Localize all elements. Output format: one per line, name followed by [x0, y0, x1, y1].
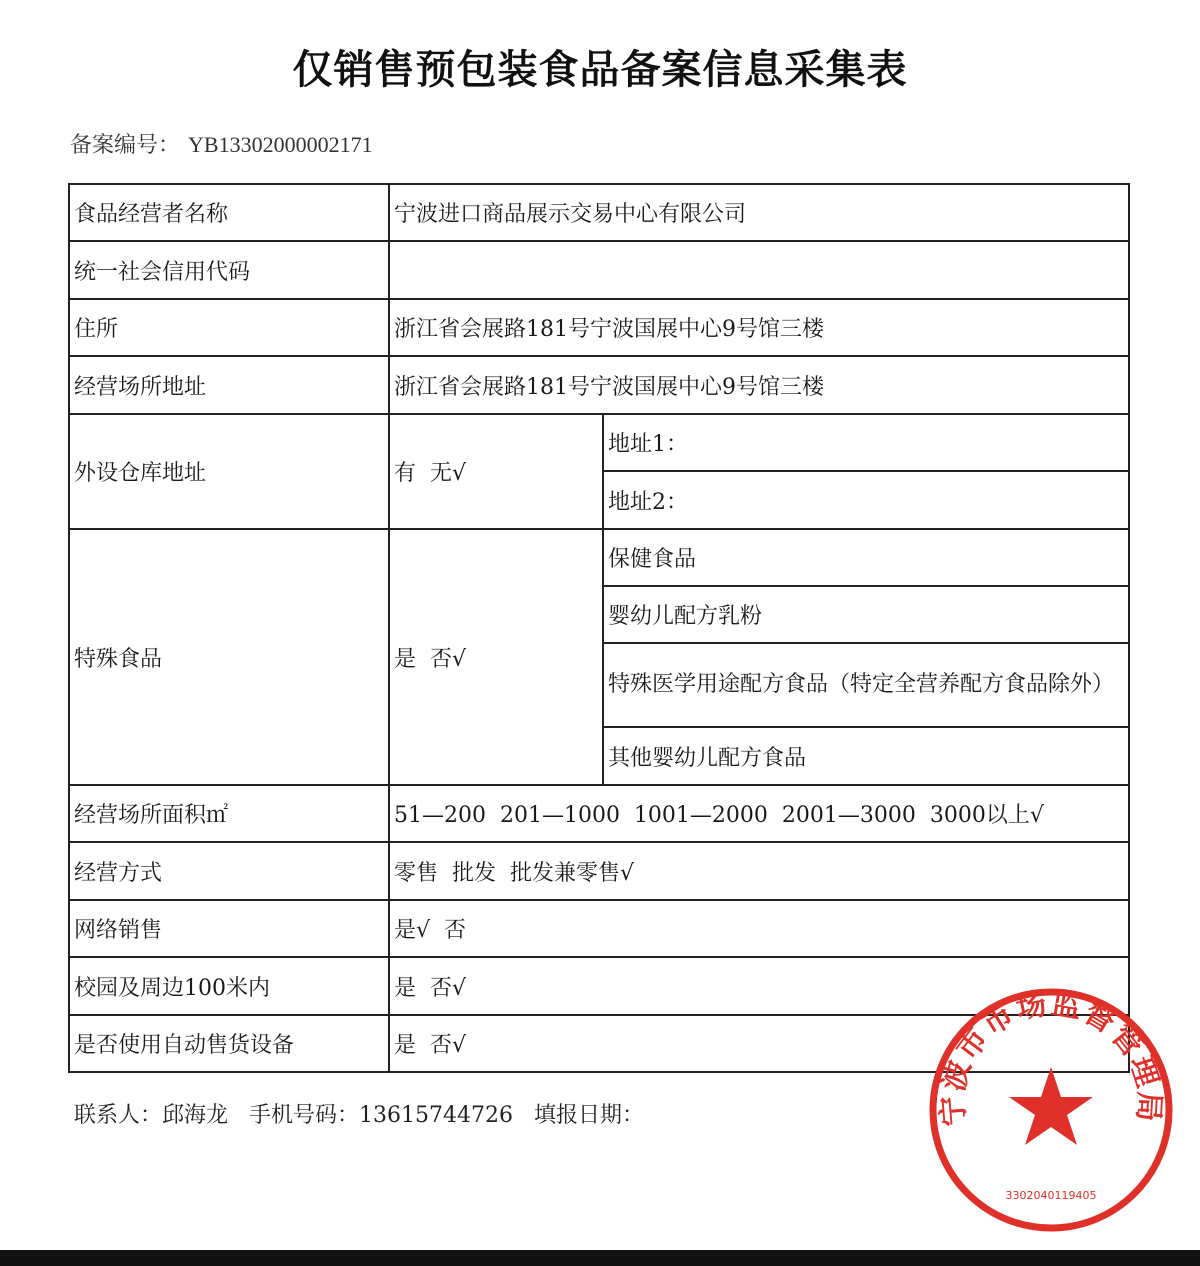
campus-label: 校园及周边100米内 [69, 957, 389, 1015]
record-number [70, 128, 373, 159]
warehouse-address-2: 地址2： [603, 471, 1129, 529]
table-row [69, 414, 1129, 471]
table-row [69, 785, 1129, 842]
credit-code-label: 统一社会信用代码 [69, 241, 389, 299]
table-row [69, 842, 1129, 900]
area-label: 经营场所面积㎡ [69, 785, 389, 842]
table-row [69, 356, 1129, 414]
table-row [69, 529, 1129, 586]
campus-value: 是 否√ [389, 957, 1129, 1015]
online-sales-value: 是√ 否 [389, 900, 1129, 957]
table-row [69, 900, 1129, 957]
special-food-item: 婴幼儿配方乳粉 [603, 586, 1129, 643]
mode-label: 经营方式 [69, 842, 389, 900]
operator-name-label: 食品经营者名称 [69, 184, 389, 241]
table-row [69, 241, 1129, 299]
warehouse-choice: 有 无√ [389, 414, 603, 529]
footer [74, 1098, 658, 1129]
vending-label: 是否使用自动售货设备 [69, 1015, 389, 1072]
seal-text: 宁波市市场监督管理局 [935, 986, 1167, 1128]
residence-value: 浙江省会展路181号宁波国展中心9号馆三楼 [389, 299, 1129, 356]
premises-value: 浙江省会展路181号宁波国展中心9号馆三楼 [389, 356, 1129, 414]
special-food-item: 其他婴幼儿配方食品 [603, 727, 1129, 785]
residence-label: 住所 [69, 299, 389, 356]
special-food-item: 特殊医学用途配方食品（特定全营养配方食品除外） [603, 643, 1129, 727]
record-number-label: 备案编号： [70, 132, 181, 157]
page-title: 仅销售预包装食品备案信息采集表 [292, 47, 908, 93]
seal-code: 3302040119405 [1005, 1189, 1097, 1202]
warehouse-address-1: 地址1： [603, 414, 1129, 471]
special-food-choice: 是 否√ [389, 529, 603, 785]
official-seal-icon [926, 985, 1176, 1235]
mode-value: 零售 批发 批发兼零售√ [389, 842, 1129, 900]
seal-star-icon [1009, 1067, 1093, 1145]
record-number-value: YB13302000002171 [188, 132, 373, 157]
contact-person: 联系人：邱海龙 [74, 1103, 229, 1128]
warehouse-label: 外设仓库地址 [69, 414, 389, 529]
credit-code-value [389, 241, 1129, 299]
premises-label: 经营场所地址 [69, 356, 389, 414]
table-row [69, 299, 1129, 356]
area-value: 51—200 201—1000 1001—2000 2001—3000 3000以上√ [389, 785, 1129, 842]
special-food-item: 保健食品 [603, 529, 1129, 586]
operator-name-value: 宁波进口商品展示交易中心有限公司 [389, 184, 1129, 241]
online-sales-label: 网络销售 [69, 900, 389, 957]
bottom-bar [0, 1250, 1200, 1266]
phone-number: 手机号码：13615744726 [249, 1103, 513, 1128]
table-row [69, 184, 1129, 241]
special-food-label: 特殊食品 [69, 529, 389, 785]
vending-value: 是 否√ [389, 1015, 1129, 1072]
fill-date: 填报日期： [533, 1103, 644, 1128]
info-form-table [68, 183, 1130, 1073]
